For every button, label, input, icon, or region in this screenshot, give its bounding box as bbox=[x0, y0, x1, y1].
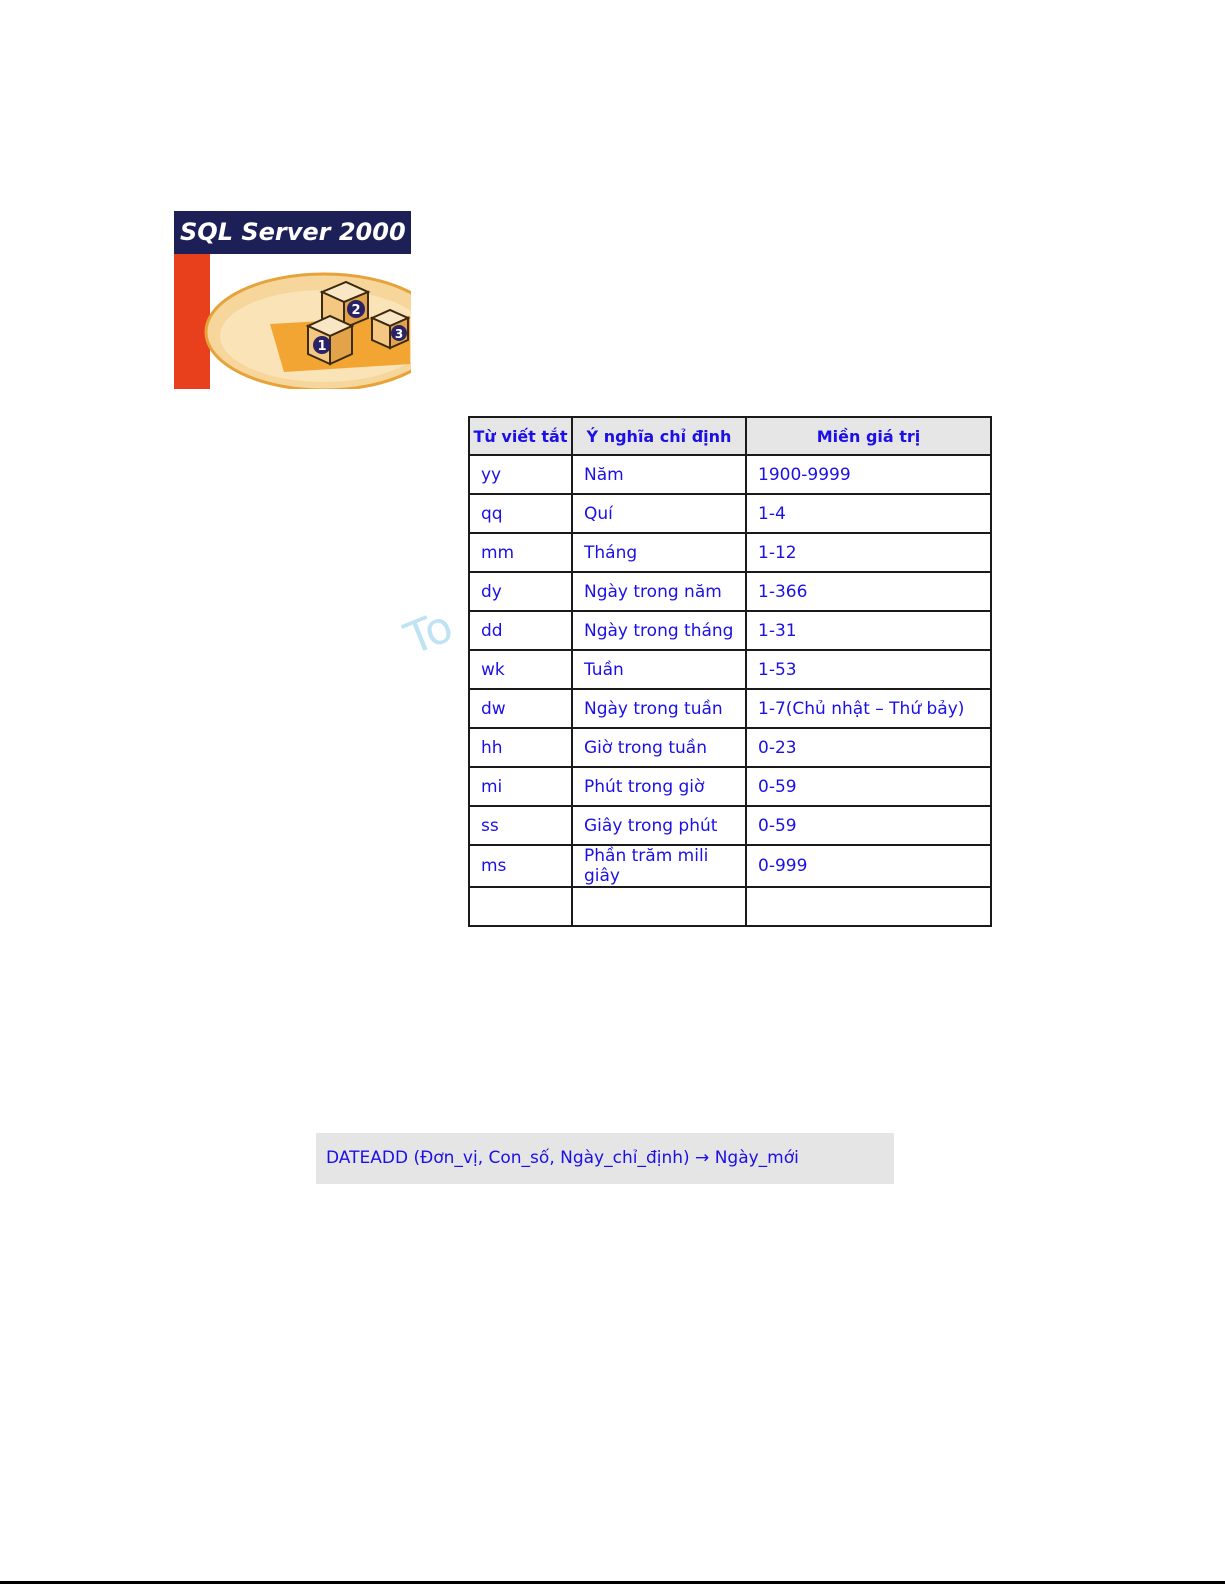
table-row bbox=[469, 650, 991, 689]
cell-range: 1-4 bbox=[746, 494, 991, 533]
cell-range: 0-999 bbox=[746, 845, 991, 887]
header-meaning: Ý nghĩa chỉ định bbox=[572, 417, 746, 455]
dateadd-formula: DATEADD (Đơn_vị, Con_số, Ngày_chỉ_định) → Ngày_mới bbox=[316, 1133, 894, 1184]
cube-3-label: 3 bbox=[394, 327, 404, 341]
cell-abbreviation: dy bbox=[469, 572, 572, 611]
cell-abbreviation: wk bbox=[469, 650, 572, 689]
cell-meaning: Quí bbox=[572, 494, 746, 533]
table-row bbox=[469, 887, 991, 926]
table-row bbox=[469, 455, 991, 494]
cell-abbreviation: dw bbox=[469, 689, 572, 728]
table-row bbox=[469, 689, 991, 728]
cell-range: 1-12 bbox=[746, 533, 991, 572]
table-row bbox=[469, 845, 991, 887]
cell-range: 1-53 bbox=[746, 650, 991, 689]
cell-meaning: Tuần bbox=[572, 650, 746, 689]
table-row bbox=[469, 728, 991, 767]
table-row bbox=[469, 533, 991, 572]
table-row bbox=[469, 572, 991, 611]
cell-range: 0-23 bbox=[746, 728, 991, 767]
cell-abbreviation: ss bbox=[469, 806, 572, 845]
cell-range: 1-7(Chủ nhật – Thứ bảy) bbox=[746, 689, 991, 728]
cell-meaning: Ngày trong năm bbox=[572, 572, 746, 611]
table-row bbox=[469, 494, 991, 533]
table-row bbox=[469, 767, 991, 806]
cell-range: 0-59 bbox=[746, 767, 991, 806]
cell-abbreviation: yy bbox=[469, 455, 572, 494]
cube-1-label: 1 bbox=[317, 339, 327, 354]
table-header-row bbox=[469, 417, 991, 455]
cell-meaning: Năm bbox=[572, 455, 746, 494]
cell-meaning: Giây trong phút bbox=[572, 806, 746, 845]
date-units-table bbox=[468, 416, 992, 927]
cell-range: 1900-9999 bbox=[746, 455, 991, 494]
cell-meaning: Phút trong giờ bbox=[572, 767, 746, 806]
header-abbreviation: Từ viết tắt bbox=[469, 417, 572, 455]
cell-abbreviation: mm bbox=[469, 533, 572, 572]
cell-abbreviation bbox=[469, 887, 572, 926]
cell-meaning: Ngày trong tháng bbox=[572, 611, 746, 650]
cell-range bbox=[746, 887, 991, 926]
table-body bbox=[469, 455, 991, 926]
cell-abbreviation: mi bbox=[469, 767, 572, 806]
cell-abbreviation: dd bbox=[469, 611, 572, 650]
logo-cubes-artwork bbox=[174, 254, 411, 389]
cell-range: 0-59 bbox=[746, 806, 991, 845]
cell-range: 1-31 bbox=[746, 611, 991, 650]
page-bottom-rule bbox=[0, 1581, 1225, 1584]
cell-abbreviation: ms bbox=[469, 845, 572, 887]
cell-abbreviation: qq bbox=[469, 494, 572, 533]
cell-meaning: Tháng bbox=[572, 533, 746, 572]
cube-2-label: 2 bbox=[351, 303, 361, 318]
cell-range: 1-366 bbox=[746, 572, 991, 611]
header-range: Miền giá trị bbox=[746, 417, 991, 455]
cell-meaning: Ngày trong tuần bbox=[572, 689, 746, 728]
cell-meaning: Phần trăm mili giây bbox=[572, 845, 746, 887]
table-row bbox=[469, 806, 991, 845]
watermark: To bbox=[398, 600, 461, 666]
cell-meaning: Giờ trong tuần bbox=[572, 728, 746, 767]
cell-abbreviation: hh bbox=[469, 728, 572, 767]
cell-meaning bbox=[572, 887, 746, 926]
table-row bbox=[469, 611, 991, 650]
logo-title: SQL Server 2000 bbox=[174, 211, 411, 254]
sql-server-logo bbox=[174, 211, 411, 389]
